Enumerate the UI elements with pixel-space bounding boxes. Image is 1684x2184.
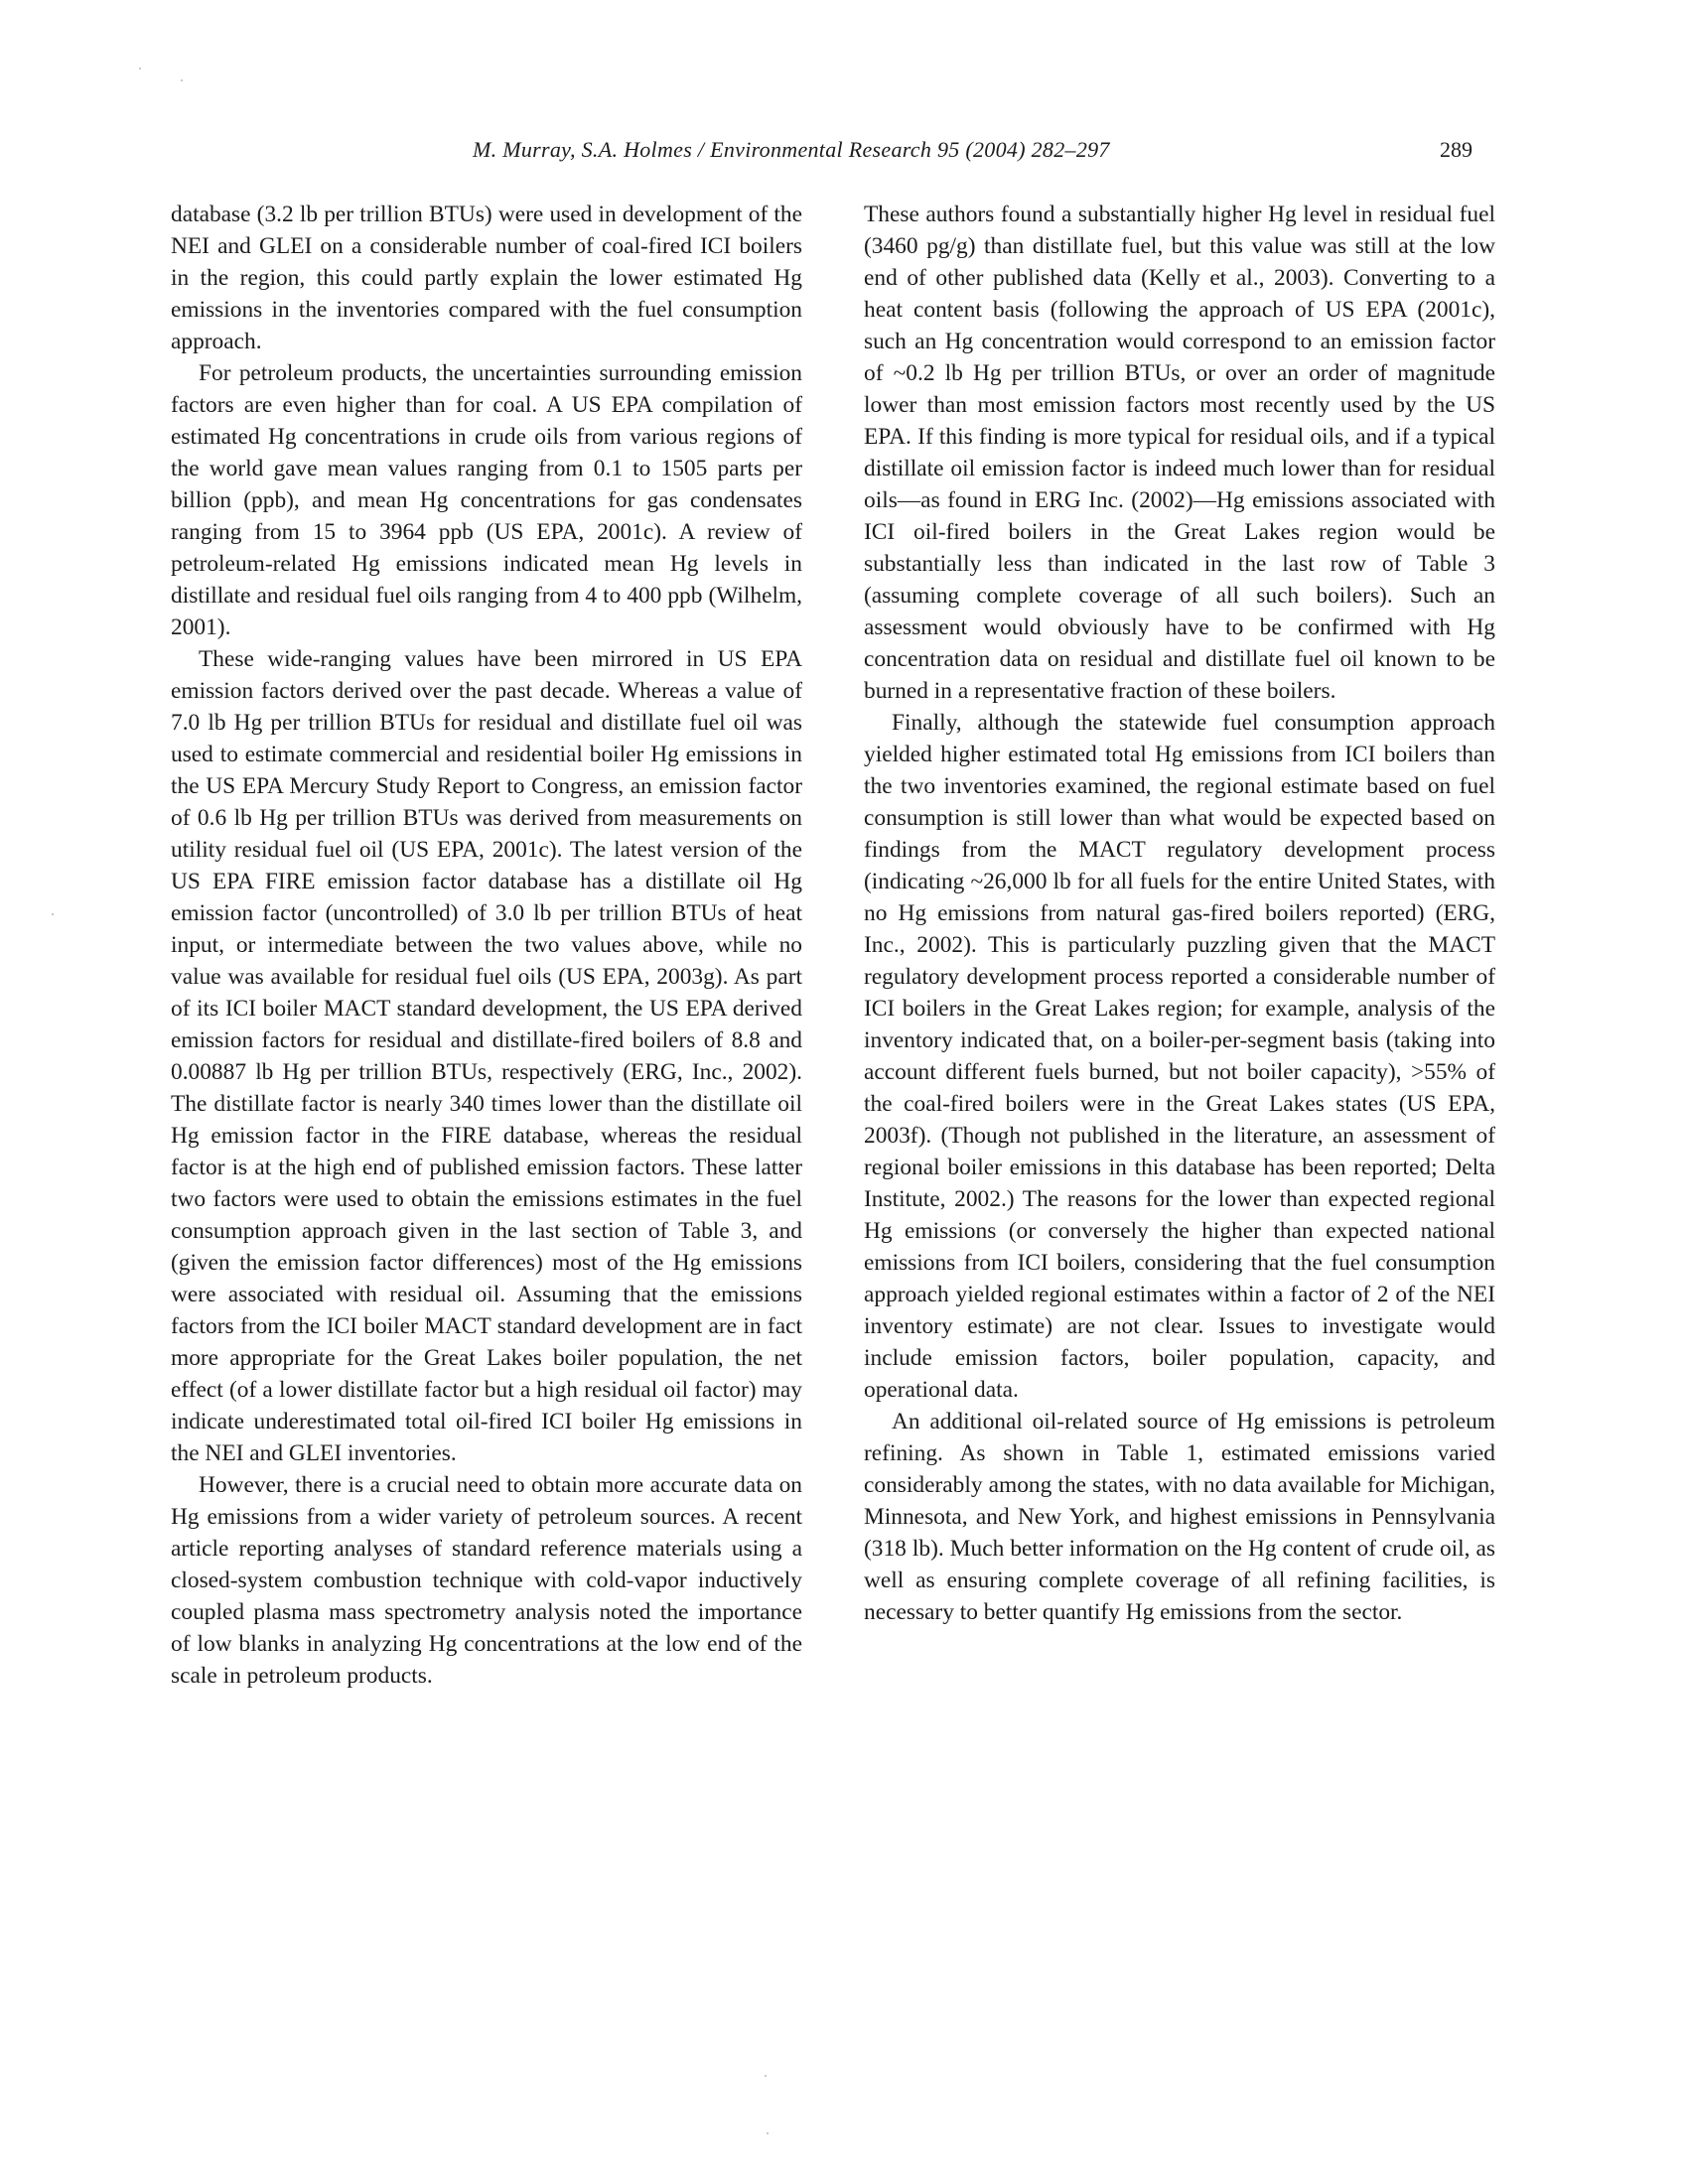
right-column: [864, 199, 1495, 1628]
body-paragraph: These authors found a substantially higher Hg level in residual fuel (3460 pg/g) than distillate fuel, but this value was still at the low end of other published data (Kelly et al., 2003). Converting to a heat content basis (following the approach of US EPA (2001c), such an Hg concentration would correspond to an emission factor of ~0.2 lb Hg per trillion BTUs, or over an order of magnitude lower than most emission factors most recently used by the US EPA. If this finding is more typical for residual oils, and if a typical distillate oil emission factor is indeed much lower than for residual oils—as found in ERG Inc. (2002)—Hg emissions associated with ICI oil-fired boilers in the Great Lakes region would be substantially less than indicated in the last row of Table 3 (assuming complete coverage of all such boilers). Such an assessment would obviously have to be confirmed with Hg concentration data on residual and distillate fuel oil known to be burned in a representative fraction of these boilers.: [864, 202, 1495, 704]
body-paragraph: These wide-ranging values have been mirrored in US EPA emission factors derived over the past decade. Whereas a value of 7.0 lb Hg per trillion BTUs for residual and distillate fuel oil was used to estimate commercial and residential boiler Hg emissions in the US EPA Mercury Study Report to Congress, an emission factor of 0.6 lb Hg per trillion BTUs was derived from measurements on utility residual fuel oil (US EPA, 2001c). The latest version of the US EPA FIRE emission factor database has a distillate oil Hg emission factor (uncontrolled) of 3.0 lb per trillion BTUs of heat input, or intermediate between the two values above, while no value was available for residual fuel oils (US EPA, 2003g). As part of its ICI boiler MACT standard development, the US EPA derived emission factors for residual and distillate-fired boilers of 8.8 and 0.00887 lb Hg per trillion BTUs, respectively (ERG, Inc., 2002). The distillate factor is nearly 340 times lower than the distillate oil Hg emission factor in the FIRE database, whereas the residual factor is at the high end of published emission factors. These latter two factors were used to obtain the emissions estimates in the fuel consumption approach given in the last section of Table 3, and (given the emission factor differences) most of the Hg emissions were associated with residual oil. Assuming that the emissions factors from the ICI boiler MACT standard development are in fact more appropriate for the Great Lakes boiler population, the net effect (of a lower distillate factor but a high residual oil factor) may indicate underestimated total oil-fired ICI boiler Hg emissions in the NEI and GLEI inventories.: [171, 646, 802, 1466]
body-paragraph: Finally, although the statewide fuel consumption approach yielded higher estimated total Hg emissions from ICI boilers than the two inventories examined, the regional estimate based on fuel consumption is still lower than what would be expected based on findings from the MACT regulatory development process (indicating ~26,000 lb for all fuels for the entire United States, with no Hg emissions from natural gas-fired boilers reported) (ERG, Inc., 2002). This is particularly puzzling given that the MACT regulatory development process reported a considerable number of ICI boilers in the Great Lakes region; for example, analysis of the inventory indicated that, on a boiler-per-segment basis (taking into account different fuels burned, but not boiler capacity), >55% of the coal-fired boilers were in the Great Lakes states (US EPA, 2003f). (Though not published in the literature, an assessment of regional boiler emissions in this database has been reported; Delta Institute, 2002.) The reasons for the lower than expected regional Hg emissions (or conversely the higher than expected national emissions from ICI boilers, considering that the fuel consumption approach yielded regional estimates within a factor of 2 of the NEI inventory estimate) are not clear. Issues to investigate would include emission factors, boiler population, capacity, and operational data.: [864, 710, 1495, 1403]
scan-speck: [767, 2132, 769, 2134]
body-paragraph: However, there is a crucial need to obtain more accurate data on Hg emissions from a wider variety of petroleum sources. A recent article reporting analyses of standard reference materials using a closed-system combustion technique with cold-vapor inductively coupled plasma mass spectrometry analysis noted the importance of low blanks in analyzing Hg concentrations at the low end of the scale in petroleum products.: [171, 1472, 802, 1689]
scan-speck: [139, 68, 141, 69]
page-number: 289: [1440, 137, 1473, 162]
journal-running-title: M. Murray, S.A. Holmes / Environmental Research 95 (2004) 282–297: [473, 137, 1110, 162]
body-paragraph: database (3.2 lb per trillion BTUs) were used in development of the NEI and GLEI on a considerable number of coal-fired ICI boilers in the region, this could partly explain the lower estimated Hg emissions in the inventories compared with the fuel consumption approach.: [171, 202, 802, 354]
body-paragraph: An additional oil-related source of Hg emissions is petroleum refining. As shown in Table 1, estimated emissions varied considerably among the states, with no data available for Michigan, Minnesota, and New York, and highest emissions in Pennsylvania (318 lb). Much better information on the Hg content of crude oil, as well as ensuring complete coverage of all refining facilities, is necessary to better quantify Hg emissions from the sector.: [864, 1409, 1495, 1625]
body-paragraph: For petroleum products, the uncertainties surrounding emission factors are even higher than for coal. A US EPA compilation of estimated Hg concentrations in crude oils from various regions of the world gave mean values ranging from 0.1 to 1505 parts per billion (ppb), and mean Hg concentrations for gas condensates ranging from 15 to 3964 ppb (US EPA, 2001c). A review of petroleum-related Hg emissions indicated mean Hg levels in distillate and residual fuel oils ranging from 4 to 400 ppb (Wilhelm, 2001).: [171, 360, 802, 640]
scan-speck: [181, 79, 183, 81]
scan-speck: [52, 913, 54, 915]
left-column: [171, 199, 802, 1692]
running-header: [0, 137, 1684, 167]
scan-speck: [765, 2075, 767, 2077]
